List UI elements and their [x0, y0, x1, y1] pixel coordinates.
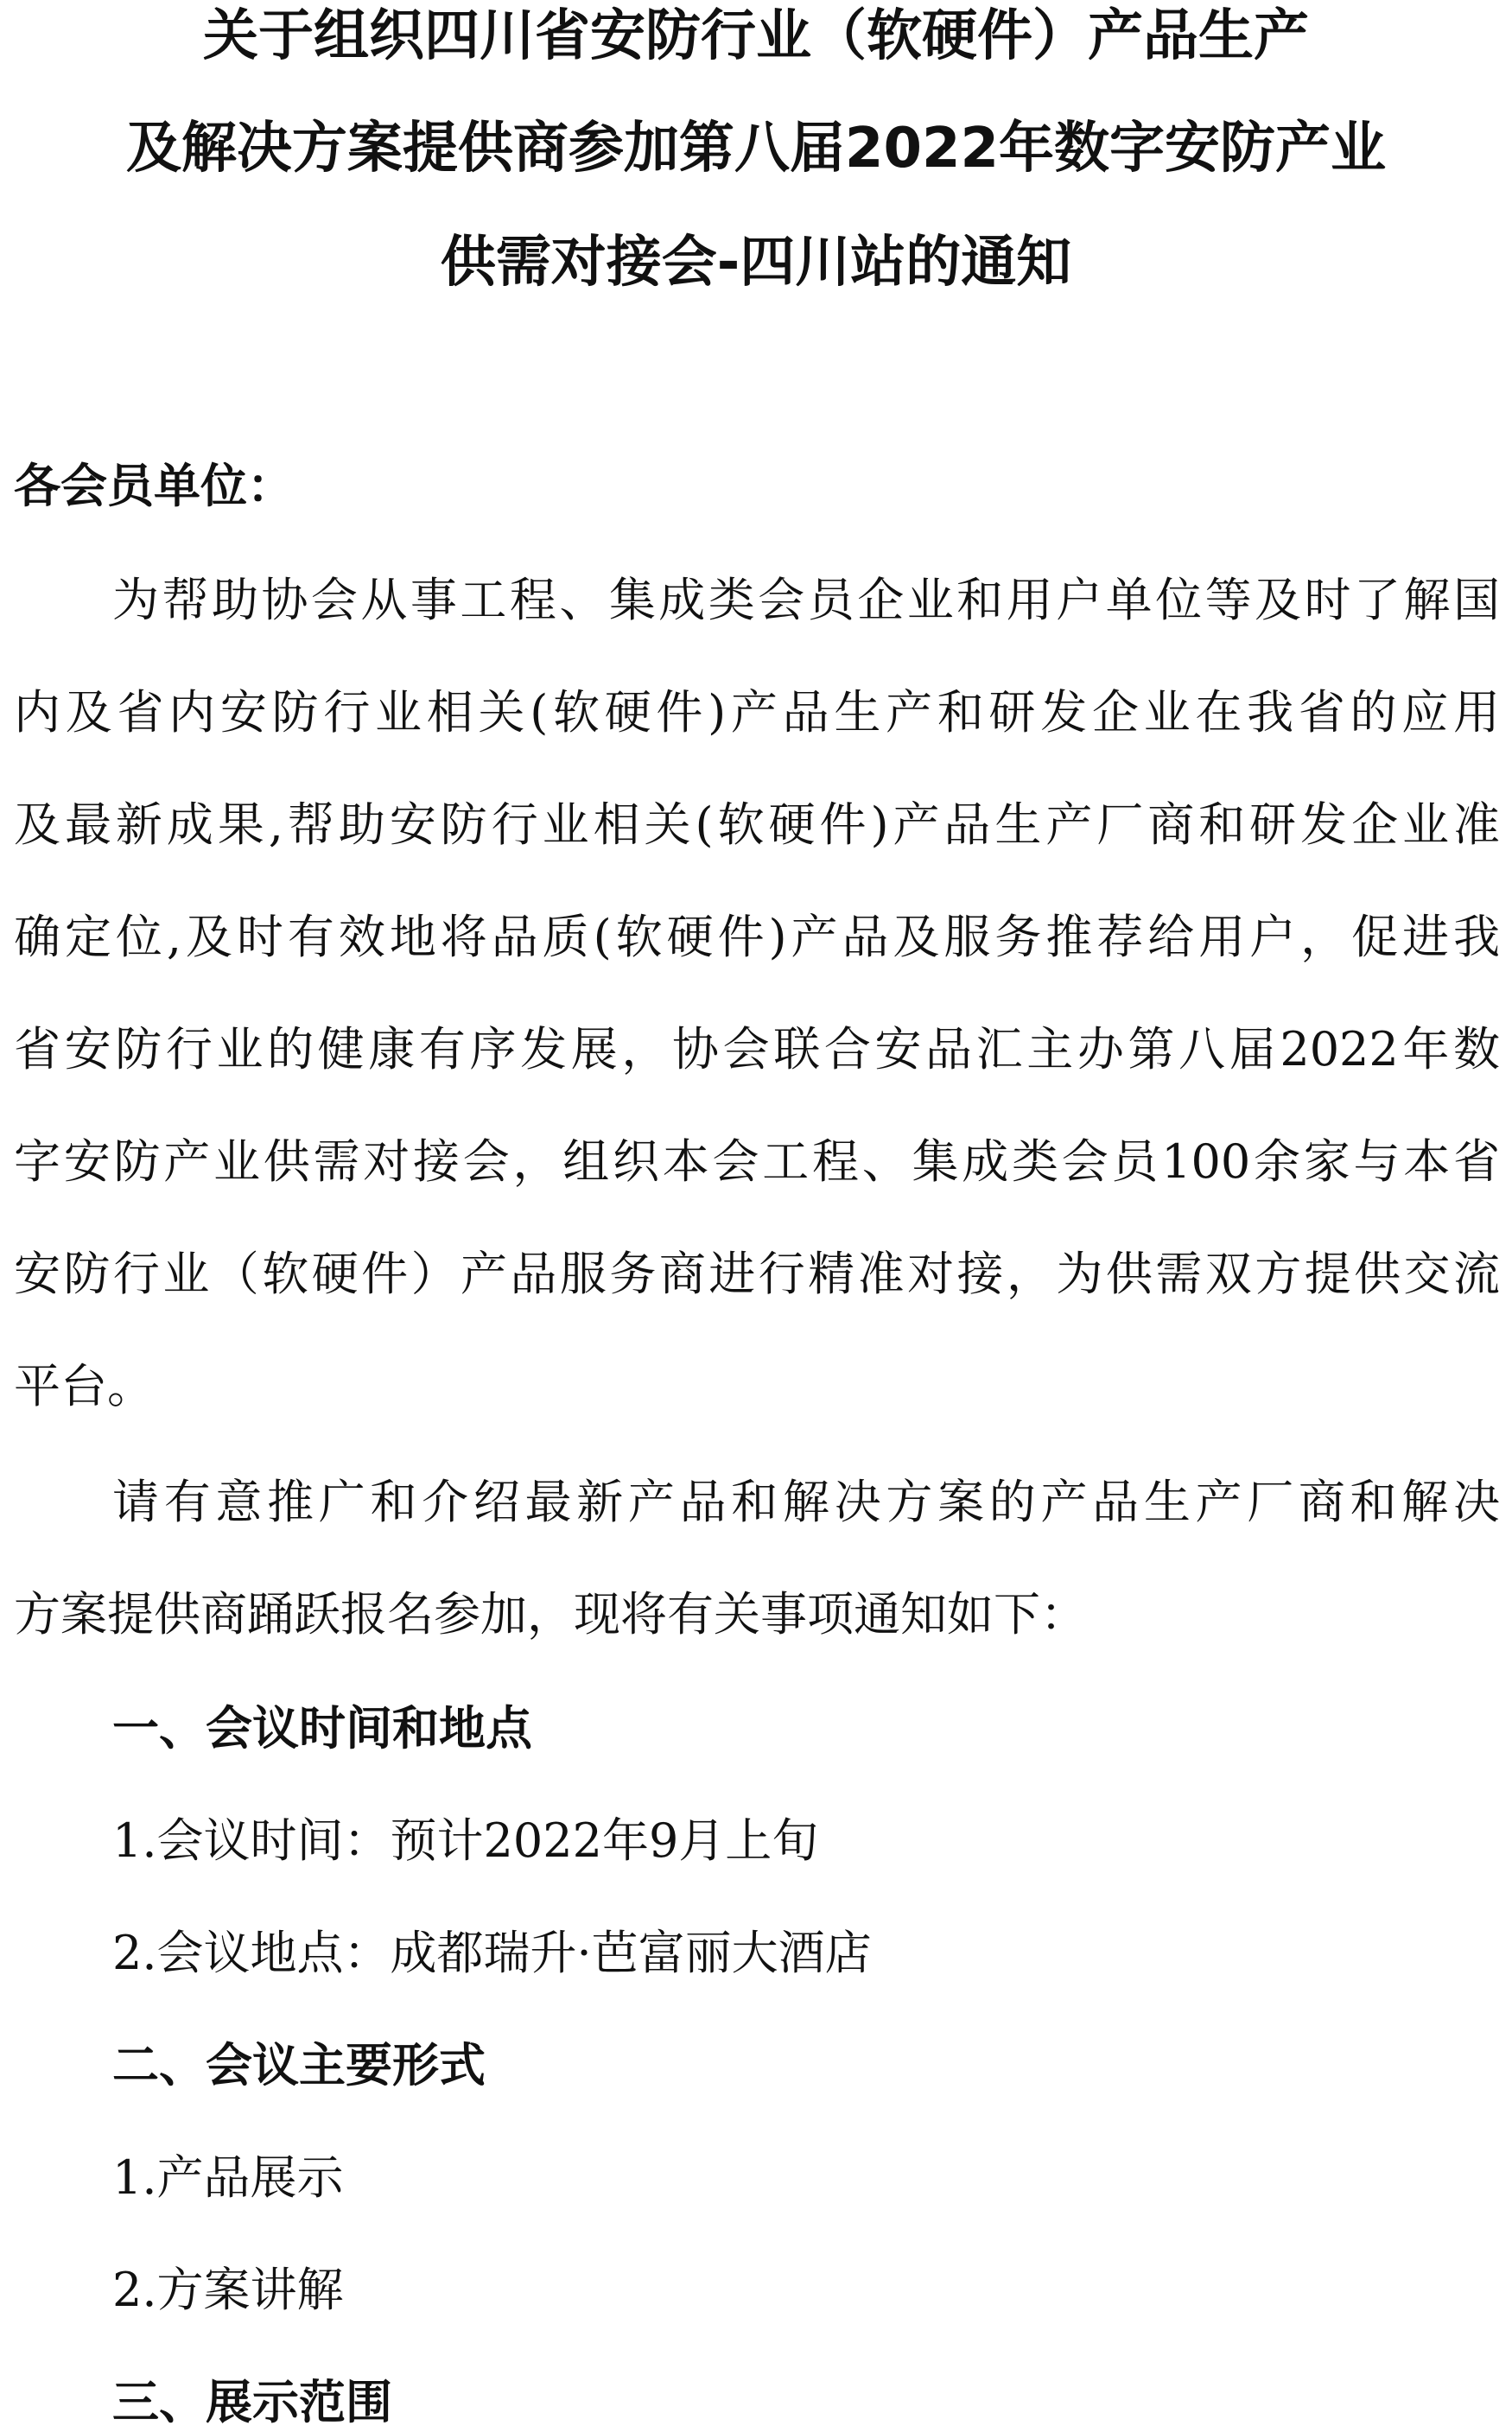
section-heading-format: 二、会议主要形式 [112, 2038, 486, 2092]
document-title-line-2: 及解决方案提供商参加第八届2022年数字安防产业 [125, 117, 1387, 181]
meeting-location-item: 2.会议地点：成都瑞升·芭富丽大酒店 [112, 1926, 872, 1980]
paragraph-2-line: 方案提供商踊跃报名参加，现将有关事项通知如下： [14, 1587, 1087, 1641]
format-item-product-display: 1.产品展示 [112, 2150, 344, 2205]
paragraph-1-line: 内及省内安防行业相关(软硬件)产品生产和研发企业在我省的应用 [14, 685, 1500, 740]
paragraph-1-line: 为帮助协会从事工程、集成类会员企业和用户单位等及时了解国 [112, 573, 1500, 627]
paragraph-1-line: 省安防行业的健康有序发展，协会联合安品汇主办第八届2022年数 [14, 1022, 1500, 1076]
document-title-line-3: 供需对接会-四川站的通知 [440, 231, 1072, 295]
paragraph-2-line: 请有意推广和介绍最新产品和解决方案的产品生产厂商和解决 [112, 1475, 1500, 1529]
format-item-solution-presentation: 2.方案讲解 [112, 2263, 344, 2317]
paragraph-1-line: 安防行业（软硬件）产品服务商进行精准对接，为供需双方提供交流 [14, 1247, 1500, 1301]
paragraph-1-line: 平台。 [14, 1359, 154, 1413]
document-title-line-1: 关于组织四川省安防行业（软硬件）产品生产 [203, 4, 1309, 68]
section-heading-time-location: 一、会议时间和地点 [112, 1701, 532, 1756]
salutation: 各会员单位： [14, 459, 294, 513]
paragraph-1-line: 及最新成果,帮助安防行业相关(软硬件)产品生产厂商和研发企业准 [14, 797, 1500, 852]
meeting-time-item: 1.会议时间：预计2022年9月上旬 [112, 1813, 819, 1868]
paragraph-1-line: 字安防产业供需对接会，组织本会工程、集成类会员100余家与本省 [14, 1134, 1500, 1189]
paragraph-1-line: 确定位,及时有效地将品质(软硬件)产品及服务推荐给用户，促进我 [14, 910, 1500, 964]
section-heading-scope: 三、展示范围 [112, 2375, 392, 2429]
